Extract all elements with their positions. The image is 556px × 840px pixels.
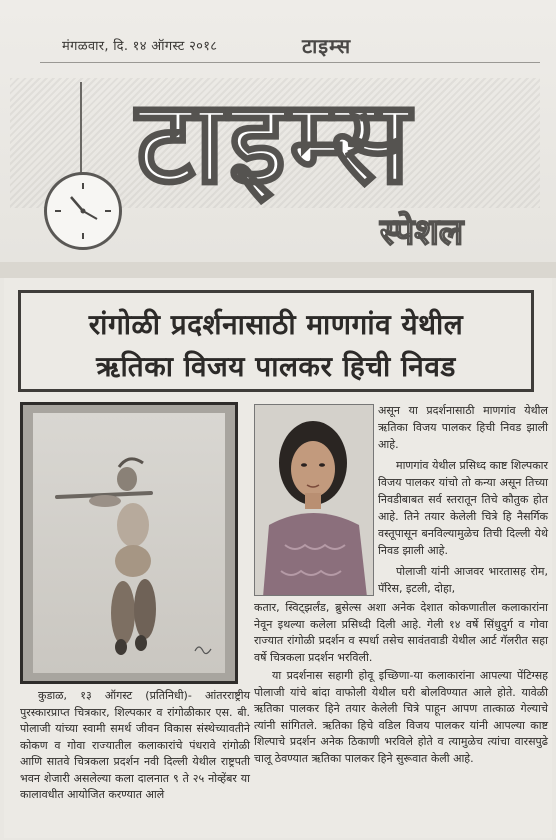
- clipping-gap: [0, 262, 556, 278]
- article-lead-paragraph: कुडाळ, १३ ऑगस्ट (प्रतिनिधी)- आंतरराष्ट्रीय पुरस्कारप्राप्त चित्रकार, शिल्पकार व रांगोळीकार एस. बी. पोलाजी यांच्या स्वामी समर्थ जीवन विकास संस्थेच्यावतीने कोकण व गोवा राज्यातील कलाकारांचे पंधरावे रांगोळी आणि सातवे चित्रकला प्रदर्शन नवी दिल्ली येथील राष्ट्रपती भवन शेजारी असलेल्या कला दालनात ९ ते २५ नोव्हेंबर या कालावधीत आयोजित करण्यात आले: [20, 689, 250, 801]
- article-paragraph: कतार, स्विट्झर्लंड, ब्रुसेल्स अशा अनेक देशात कोकणातील कलाकारांना नेवून इथल्या कलेला प्रसिध्दी दिली आहे. गेली १४ वर्षे सिंधुदुर्ग व गोवा राज्यात रांगोळी प्रदर्शन व स्पर्धा तसेच सावंतवाडी येथील आर्ट गॅलरीत सहा वर्षे चित्रकला प्रदर्शन भरविली.: [254, 601, 548, 664]
- article-column-wide: [254, 600, 548, 769]
- headline-box: [18, 290, 534, 392]
- article-paragraph: या प्रदर्शनास सहागी होवू इच्छिणा-या कलाकारांना आपल्या पेंटिग्सह पोलाजी यांचे बांदा वाफोली येथील घरी बोलविण्यात आले होते. यावेळी ऋतिका पालकर हिने तयार केलेली चित्रे पाहून आपण तात्काळ गेल्याचे त्यांनी सांगितले. ऋतिका हिचे वडिल विजय पालकर यांनी आपल्या काष्ट शिल्पाचे प्रदर्शन अनेक ठिकाणी भरविले होते व त्यामुळेच त्यांचा वारसपुढे चालू ठेवण्यात ऋतिका पालकर हिने सुरूवात केली आहे.: [254, 669, 548, 765]
- headline-line-1: रांगोळी प्रदर्शनासाठी माणगांव येथील: [88, 308, 464, 341]
- pocket-watch-icon: [44, 172, 122, 250]
- portrait-photo: [254, 404, 374, 596]
- paper-name-small: टाइम्स: [302, 34, 352, 58]
- header-rule: [40, 62, 540, 63]
- masthead-title: टाइम्स: [10, 78, 540, 208]
- article-clipping: [4, 278, 552, 838]
- rangoli-krishna-icon: [33, 413, 227, 673]
- article-paragraph: माणगांव येथील प्रसिध्द काष्ट शिल्पकार विजय पालकर यांचो तो कन्या असून तिच्या निवडीबाबत सर्व स्तरातून तिचे कौतुक होत आहे. तिने तयार केलेली चित्रे हि नैसर्गिक वस्तूपासून बनविल्यामुळेच तिची दिल्ली येथे निवड झाली आहे.: [378, 459, 548, 557]
- dateline: मंगळवार, दि. १४ ऑगस्ट २०१८: [62, 39, 218, 54]
- masthead-subtitle: स्पेशल: [380, 212, 464, 253]
- article-column-left: [20, 688, 250, 804]
- rangoli-photo: [20, 402, 238, 684]
- article-column-right: [378, 402, 548, 601]
- girl-portrait-icon: [255, 405, 374, 596]
- clock-chain: [80, 82, 82, 174]
- masthead-clipping: [0, 0, 556, 262]
- article-paragraph: असून या प्रदर्शनासाठी माणगांव येथील ऋतिका विजय पालकर हिची निवड झाली आहे.: [378, 404, 548, 451]
- article-paragraph: पोलाजी यांनी आजवर भारतासह रोम, पॅरिस, इटली, दोहा,: [378, 565, 548, 595]
- headline-line-2: ऋतिका विजय पालकर हिची निवड: [96, 350, 456, 383]
